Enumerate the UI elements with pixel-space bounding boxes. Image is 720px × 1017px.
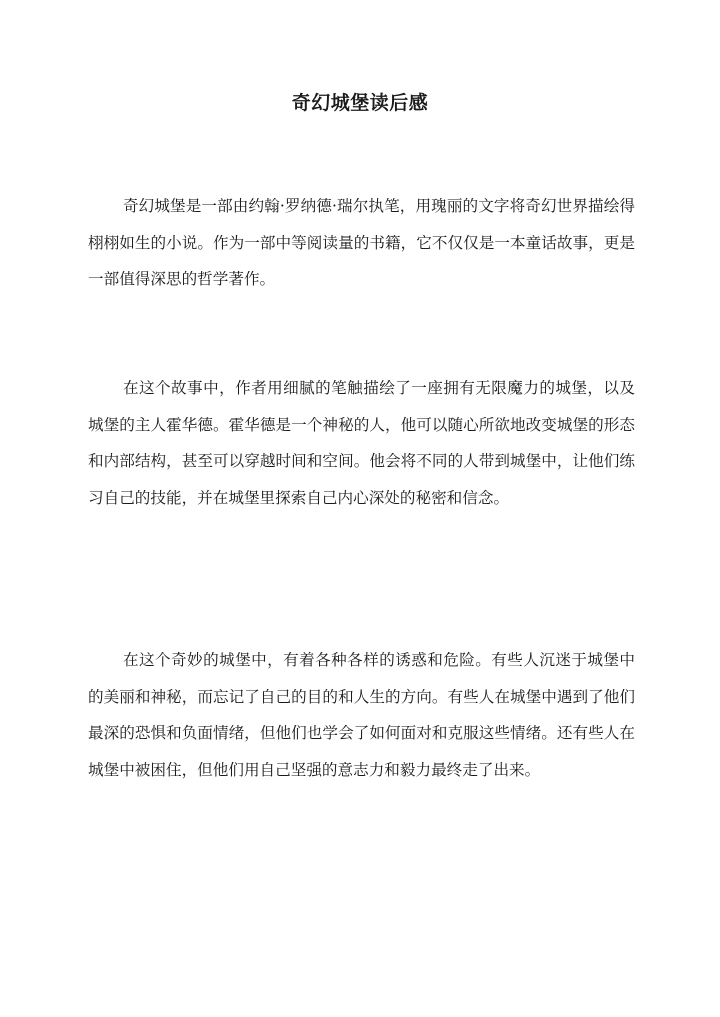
paragraph-3: 在这个奇妙的城堡中，有着各种各样的诱惑和危险。有些人沉迷于城堡中的美丽和神秘，而忘记了自己的目的和人生的方向。有些人在城堡中遇到了他们最深的恐惧和负面情绪，但他们也学会了如何面对和克服这些情绪。还有些人在城堡中被困住，但他们用自己坚强的意志力和毅力最终走了出来。 (88, 651, 635, 779)
paragraph-1: 奇幻城堡是一部由约翰·罗纳德·瑞尔执笔，用瑰丽的文字将奇幻世界描绘得栩栩如生的小说。作为一部中等阅读量的书籍，它不仅仅是一本童话故事，更是一部值得深思的哲学著作。 (88, 197, 635, 288)
document-title: 奇幻城堡读后感 (291, 92, 429, 114)
paragraph-2: 在这个故事中，作者用细腻的笔触描绘了一座拥有无限魔力的城堡，以及城堡的主人霍华德。霍华德是一个神秘的人，他可以随心所欲地改变城堡的形态和内部结构，甚至可以穿越时间和空间。他会将不同的人带到城堡中，让他们练习自己的技能，并在城堡里探索自己内心深处的秘密和信念。 (88, 379, 635, 507)
